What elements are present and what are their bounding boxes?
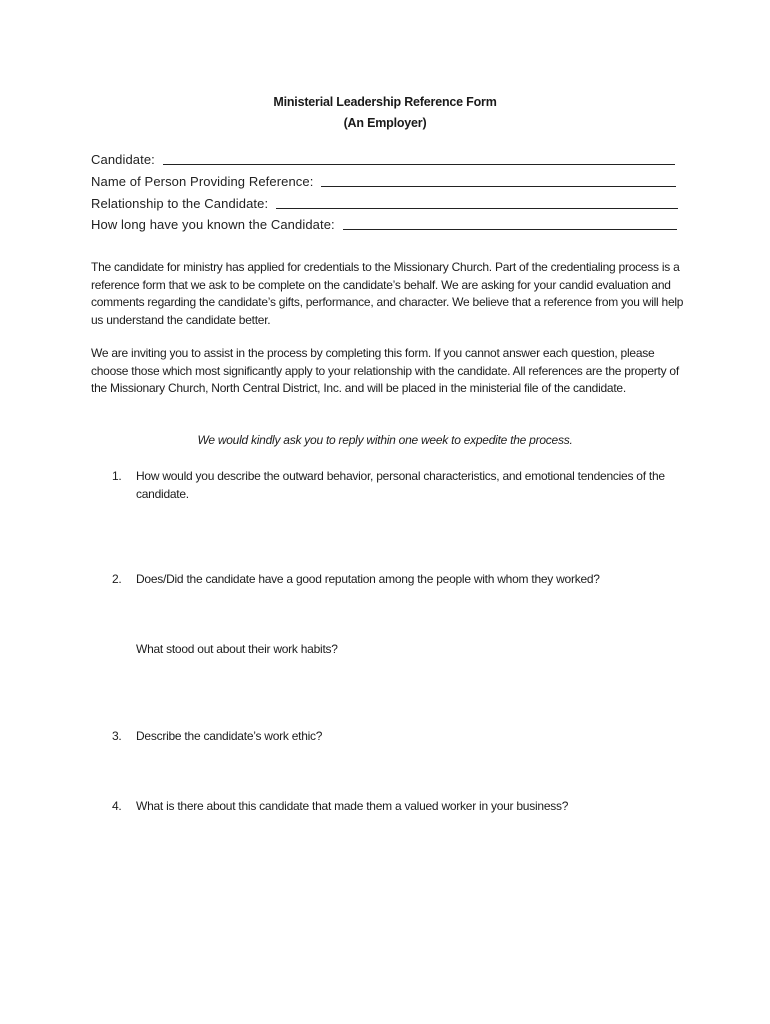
intro-paragraph-1: The candidate for ministry has applied for credentials to the Missionary Church. Part of the credentialing process is a reference form that we ask to be complete on the candidate’s behalf. We are asking for your candid evaluation and comments regarding the candidate’s gifts, performance, and character. We believe that a reference from you will help us understand the candidate better. <box>91 260 684 327</box>
question-2-followup: What stood out about their work habits? <box>136 642 338 656</box>
question-2-text: Does/Did the candidate have a good reputation among the people with whom they worked? <box>136 572 600 586</box>
relationship-input-line[interactable] <box>276 208 678 209</box>
how-long-input-line[interactable] <box>343 229 677 230</box>
question-4 <box>112 798 672 816</box>
reply-note: We would kindly ask you to reply within one week to expedite the process. <box>197 433 573 447</box>
reference-name-field[interactable] <box>91 173 676 189</box>
candidate-label: Candidate: <box>91 152 155 167</box>
question-1-number: 1. <box>112 469 122 483</box>
relationship-field[interactable] <box>91 195 678 211</box>
question-1-text: How would you describe the outward behavior, personal characteristics, and emotional tendencies of the candidate. <box>136 469 665 501</box>
question-4-text: What is there about this candidate that made them a valued worker in your business? <box>136 799 569 813</box>
how-long-field[interactable] <box>91 216 677 232</box>
question-3-number: 3. <box>112 729 122 743</box>
candidate-input-line[interactable] <box>163 164 675 165</box>
question-3 <box>112 728 672 746</box>
question-2-number: 2. <box>112 572 122 586</box>
how-long-label: How long have you known the Candidate: <box>91 217 335 232</box>
question-4-number: 4. <box>112 799 122 813</box>
reference-name-label: Name of Person Providing Reference: <box>91 174 314 189</box>
form-title: Ministerial Leadership Reference Form <box>273 95 497 109</box>
intro-paragraph-2: We are inviting you to assist in the process by completing this form. If you cannot answer each question, please choose those which most significantly apply to your relationship with the candidate. All references are the property of the Missionary Church, North Central District, Inc. and will be placed in the ministerial file of the candidate. <box>91 346 679 395</box>
question-3-text: Describe the candidate’s work ethic? <box>136 729 323 743</box>
form-subtitle: (An Employer) <box>343 116 427 130</box>
reference-name-input-line[interactable] <box>321 186 676 187</box>
question-1 <box>112 468 672 503</box>
relationship-label: Relationship to the Candidate: <box>91 196 269 211</box>
candidate-field[interactable] <box>91 151 675 167</box>
question-2 <box>112 571 672 589</box>
